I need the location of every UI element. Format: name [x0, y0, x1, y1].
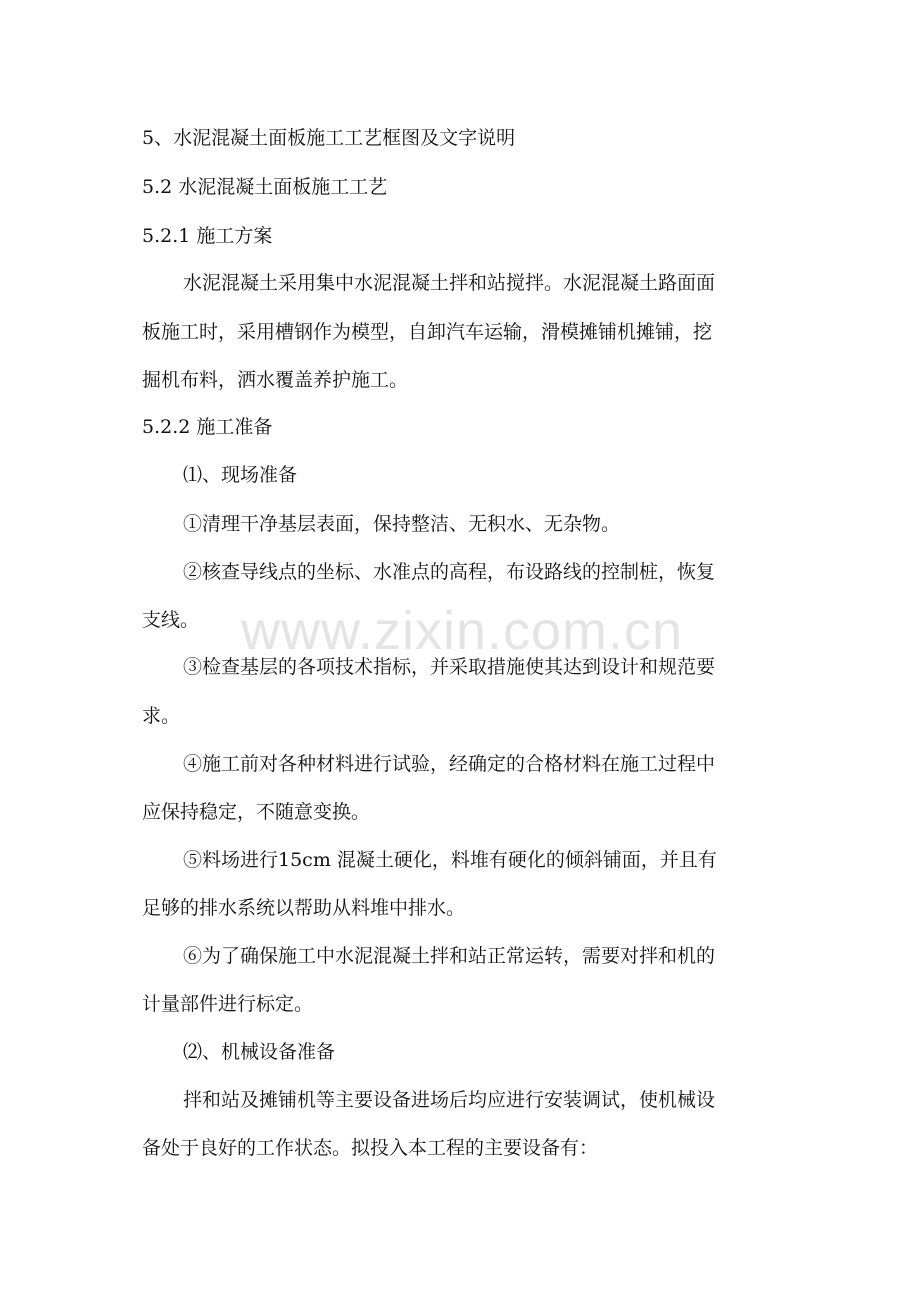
- watermark: www.zixin.com.cn: [240, 601, 684, 661]
- list-item-continuation: 支线。: [142, 609, 200, 631]
- list-item-continuation: 应保持稳定，不随意变换。: [142, 801, 371, 823]
- list-item: ②核查导线点的坐标、水准点的高程，布设路线的控制桩，恢复: [183, 561, 716, 583]
- paragraph-line: 拌和站及摊铺机等主要设备进场后均应进行安装调试，使机械设: [183, 1089, 716, 1111]
- list-heading: ⑴、现场准备: [183, 464, 298, 486]
- list-item: ③检查基层的各项技术指标，并采取措施使其达到设计和规范要: [183, 656, 716, 678]
- subsection-heading: 5.2.1 施工方案: [142, 225, 273, 247]
- paragraph-line: 板施工时，采用槽钢作为模型，自卸汽车运输，滑模摊铺机摊铺，挖: [142, 321, 713, 343]
- subsection-heading: 5.2 水泥混凝土面板施工工艺: [142, 176, 388, 198]
- list-heading: ⑵、机械设备准备: [183, 1041, 336, 1063]
- list-item-continuation: 计量部件进行标定。: [142, 993, 314, 1015]
- paragraph-line: 水泥混凝土采用集中水泥混凝土拌和站搅拌。水泥混凝土路面面: [183, 272, 716, 294]
- list-item: ①清理干净基层表面，保持整洁、无积水、无杂物。: [183, 513, 621, 535]
- list-item: ⑥为了确保施工中水泥混凝土拌和站正常运转，需要对拌和机的: [183, 945, 716, 967]
- list-item: ⑤料场进行15cm 混凝土硬化，料堆有硬化的倾斜铺面，并且有: [183, 849, 717, 871]
- list-item-continuation: 求。: [142, 705, 181, 727]
- paragraph-line: 备处于良好的工作状态。拟投入本工程的主要设备有：: [142, 1137, 599, 1159]
- section-heading: 5、水泥混凝土面板施工工艺框图及文字说明: [142, 127, 516, 149]
- list-item-continuation: 足够的排水系统以帮助从料堆中排水。: [142, 897, 466, 919]
- list-item: ④施工前对各种材料进行试验，经确定的合格材料在施工过程中: [183, 753, 716, 775]
- subsection-heading: 5.2.2 施工准备: [142, 416, 273, 438]
- paragraph-line: 掘机布料，洒水覆盖养护施工。: [142, 369, 409, 391]
